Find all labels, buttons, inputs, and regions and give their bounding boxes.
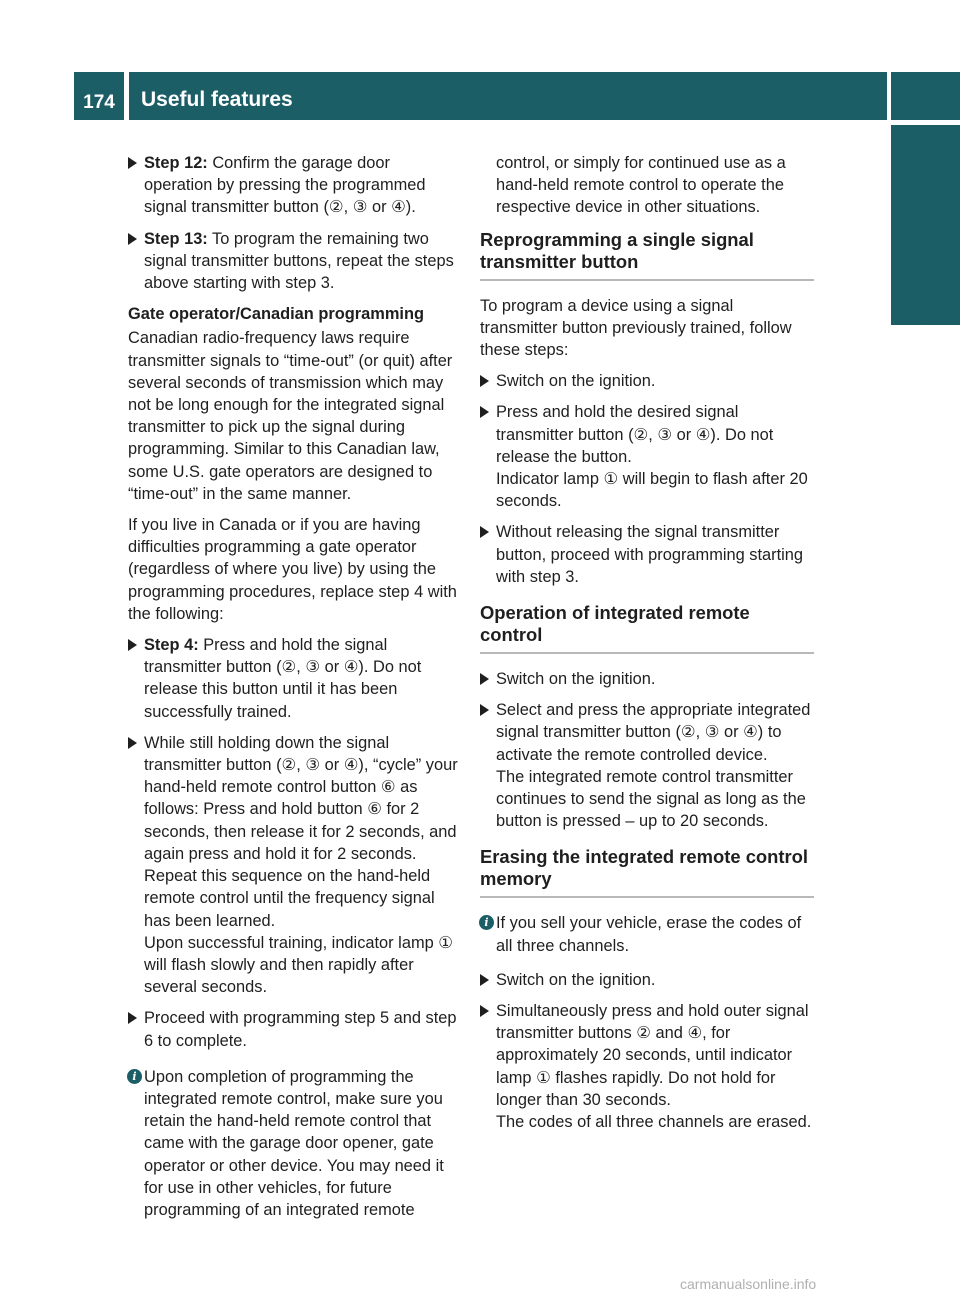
info-icon: i [127,1069,142,1084]
step-text: To program the remaining two signal transmitter buttons, repeat the steps above starting with step 3. [144,229,454,293]
list-item [480,969,814,991]
watermark: carmanualsonline.info [680,1276,817,1292]
section-heading: Operation of integrated remote control [480,602,814,654]
bullet-arrow-icon [128,233,137,245]
bullet-arrow-icon [480,673,489,685]
item-text: Press and hold the desired signal transmitter button (②, ③ or ④). Do not release the button. [496,403,774,466]
paragraph: control, or simply for continued use as a hand-held remote control to operate the respective device in other situations. [496,154,786,217]
list-item [480,699,814,832]
section-title-bar [129,72,887,120]
step-label: Step 12: [144,154,208,172]
bullet-arrow-icon [480,974,489,986]
item-text: The integrated remote control transmitter continues to send the signal as long as the button is pressed – up to 20 seconds. [496,767,806,831]
section-title: Useful features [141,88,293,111]
step-label: Step 13: [144,229,208,248]
list-item [128,228,460,295]
section-heading: Reprogramming a single signal transmitter button [480,229,814,281]
list-item [480,370,814,392]
item-text: Switch on the ignition. [496,670,656,689]
item-text: Proceed with programming step 5 and step 6 to complete. [144,1009,457,1050]
note-text: Upon completion of programming the integrated remote control, make sure you retain the hand-held remote control that came with the garage door opener, gate operator or other device. You may need it for use in other vehicles, for future programming of an integrated remote [144,1067,444,1219]
chapter-tab-label: Controls in detail [908,169,929,325]
info-note [128,1066,460,1221]
item-text: Simultaneously press and hold outer signal transmitter buttons ② and ④, for approximately 20 seconds, until indicator lamp ① flashes rapidly. Do not hold for longer than 30 seconds. [496,1002,809,1109]
paragraph: If you live in Canada or if you are having difficulties programming a gate operator (regardless of where you live) by using the programming procedures, replace step 4 with the following: [128,516,457,623]
list-item [480,401,814,512]
continued-paragraph [480,152,814,219]
bullet-arrow-icon [480,375,489,387]
list-item [480,668,814,690]
info-note [480,912,814,956]
item-text: While still holding down the signal transmitter button (②, ③ or ④), “cycle” your hand-held remote control button ⑥ as follows: Press and hold button ⑥ for 2 seconds, then release it for 2 seconds, and again press and hold it for 2 seconds. Repeat this sequence on the hand-held remote control until the frequency signal has been learned. [144,733,458,930]
item-text: Switch on the ignition. [496,372,656,391]
list-item [128,732,460,998]
left-column [128,152,460,1221]
paragraph: Canadian radio-frequency laws require transmitter signals to “time-out” (or quit) after several seconds of transmission which may not be long enough for the integrated signal transmitter to pick up the signal during programming. Similar to this Canadian law, some U.S. gate operators are designed to “time-out” in the same manner. [128,329,453,503]
list-item [480,521,814,588]
bullet-arrow-icon [128,639,137,651]
item-text: Upon successful training, indicator lamp ① will flash slowly and then rapidly after several seconds. [144,933,453,997]
page-number-text: 174 [83,92,115,113]
bullet-arrow-icon [480,704,489,716]
header-side-block [891,72,960,120]
item-text: The codes of all three channels are erased. [496,1113,812,1132]
list-item [128,1007,460,1051]
subheading: Gate operator/Canadian programming [128,305,424,324]
paragraph: To program a device using a signal transmitter button previously trained, follow these steps: [480,296,792,360]
section-heading: Erasing the integrated remote control memory [480,846,814,898]
bullet-arrow-icon [128,157,137,169]
note-text: If you sell your vehicle, erase the codes of all three channels. [496,914,802,955]
list-item [480,1000,814,1133]
item-text: Select and press the appropriate integrated signal transmitter button (②, ③ or ④) to activate the remote controlled device. [496,701,811,764]
page-number [74,72,124,120]
bullet-arrow-icon [480,526,489,538]
step-text: Press and hold the signal transmitter button (②, ③ or ④). Do not release this button until it has been successfully trained. [144,636,422,721]
bullet-arrow-icon [480,1005,489,1017]
right-column [480,152,814,1142]
bullet-arrow-icon [480,406,489,418]
list-item [128,152,460,219]
step-label: Step 4: [144,636,199,655]
info-icon: i [479,915,494,930]
item-text: Indicator lamp ① will begin to flash after 20 seconds. [496,470,808,511]
list-item [128,634,460,723]
item-text: Without releasing the signal transmitter button, proceed with programming starting with step 3. [496,523,804,586]
step-text: Confirm the garage door operation by pressing the programmed signal transmitter button (②, ③ or ④). [144,154,426,217]
item-text: Switch on the ignition. [496,970,656,989]
bullet-arrow-icon [128,737,137,749]
bullet-arrow-icon [128,1012,137,1024]
